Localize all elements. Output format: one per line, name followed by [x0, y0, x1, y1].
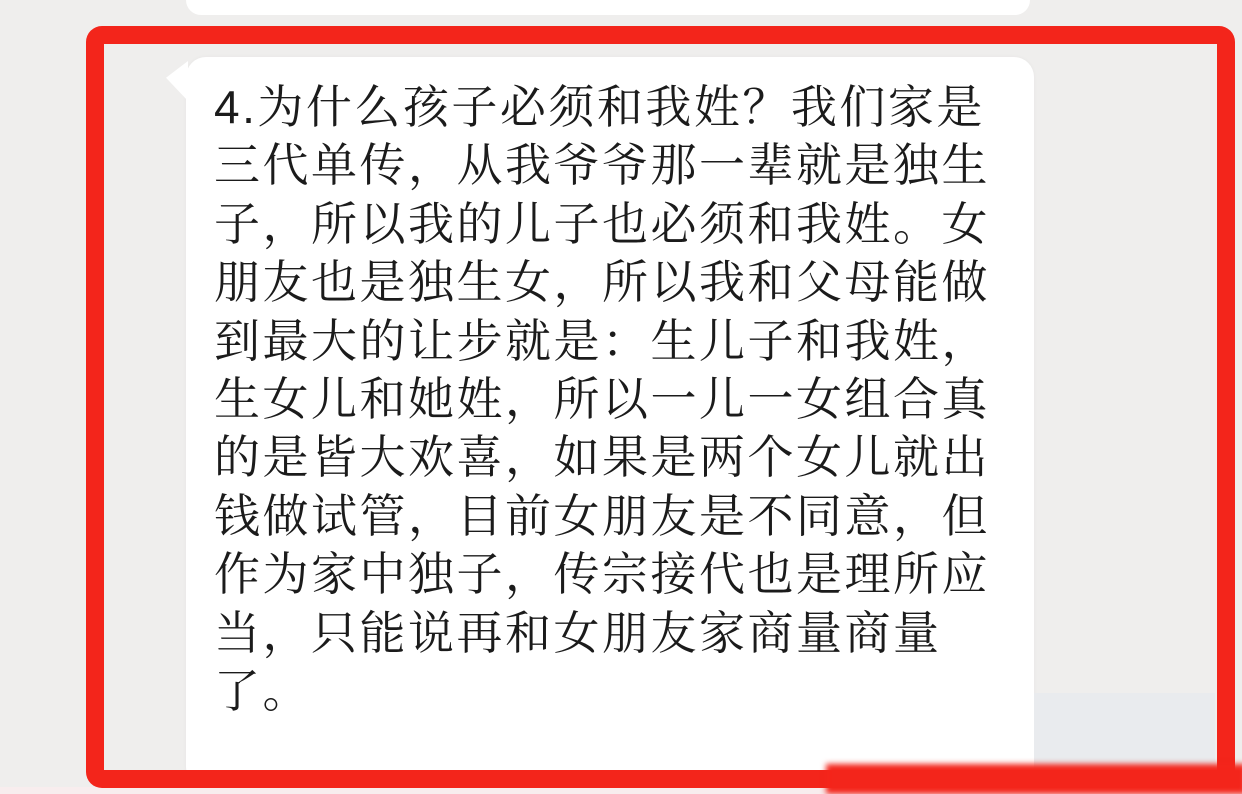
gray-edit-patch: [1034, 693, 1215, 769]
message-line: 三代单传，从我爷爷那一辈就是独生: [214, 139, 990, 192]
message-line: 的是皆大欢喜，如果是两个女儿就出: [214, 431, 990, 484]
message-line: 朋友也是独生女，所以我和父母能做: [214, 256, 990, 309]
message-line: 子，所以我的儿子也必须和我姓。女: [214, 197, 990, 250]
bubble-tail: [166, 61, 188, 101]
message-line: 到最大的让步就是：生儿子和我姓，: [214, 314, 990, 367]
previous-message-bubble-partial: [186, 0, 1030, 15]
bottom-margin-strip: [0, 787, 1242, 794]
message-text: [214, 78, 1014, 720]
message-line: 了。: [214, 665, 311, 718]
message-line: 当，只能说再和女朋友家商量商量: [214, 606, 942, 659]
message-line: 4.为什么孩子必须和我姓？我们家是: [214, 81, 985, 133]
message-line: 作为家中独子，传宗接代也是理所应: [214, 548, 990, 601]
message-line: 生女儿和她姓，所以一儿一女组合真: [214, 373, 990, 426]
message-line: 钱做试管，目前女朋友是不同意，但: [214, 489, 990, 542]
chat-message-bubble[interactable]: [186, 57, 1034, 787]
